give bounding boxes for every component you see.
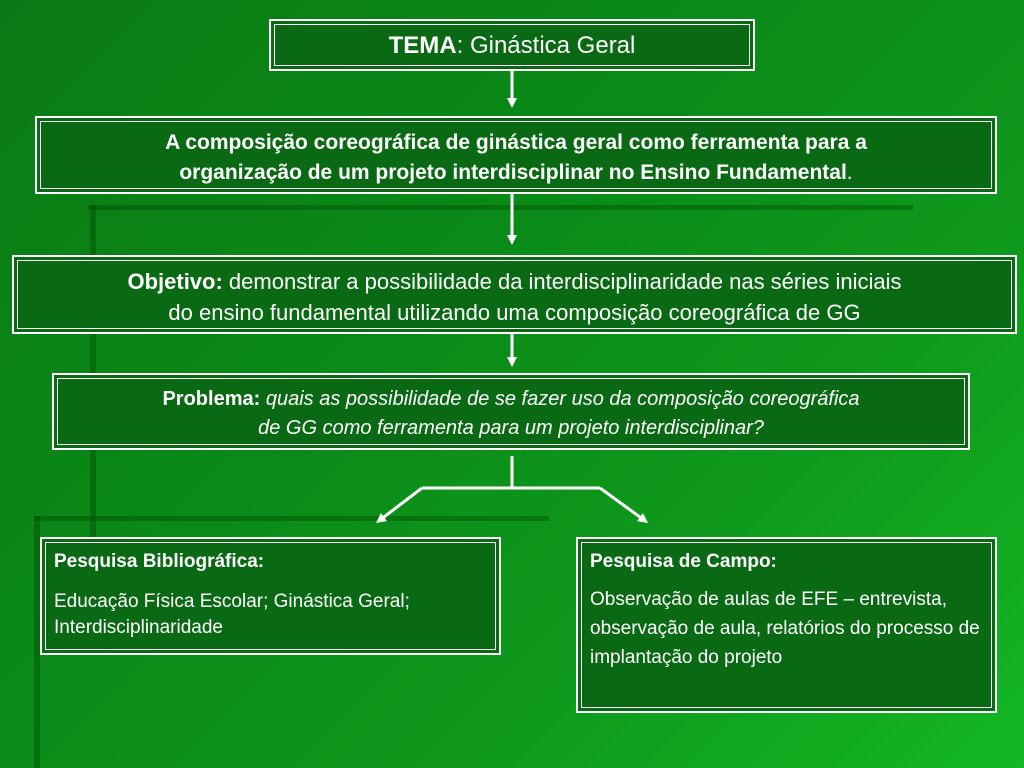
objetivo-line-1: demonstrar a possibilidade da interdisciplinaridade nas séries iniciais [222,269,902,294]
problema-line-1: quais as possibilidade de se fazer uso da composição coreográfica [260,388,860,410]
problema-line-2: de GG como ferramenta para um projeto interdisciplinar? [258,417,764,439]
arrow-to-bibliografica [380,488,422,520]
pesquisa-bibliografica-body: Educação Física Escolar; Ginástica Geral; Interdisciplinaridade [54,591,410,638]
problema-label: Problema: [162,388,261,410]
pesquisa-campo-title: Pesquisa de Campo: [590,551,777,572]
title-end: . [846,161,853,184]
objetivo-line-2: do ensino fundamental utilizando uma composição coreográfica de GG [168,300,861,325]
tema-label: TEMA [388,32,457,59]
arrow-to-campo [600,488,644,520]
objetivo-label: Objetivo: [127,269,223,294]
title-line-2: organização de um projeto interdisciplinar no Ensino Fundamental [179,161,847,184]
pesquisa-bibliografica-title: Pesquisa Bibliográfica: [54,551,265,572]
pesquisa-campo-body: Observação de aulas de EFE – entrevista, observação de aula, relatórios do processo de implantação do projeto [590,589,980,668]
tema-text: : Ginástica Geral [456,32,636,59]
title-line-1: A composição coreográfica de ginástica geral como ferramenta para a [165,131,867,154]
